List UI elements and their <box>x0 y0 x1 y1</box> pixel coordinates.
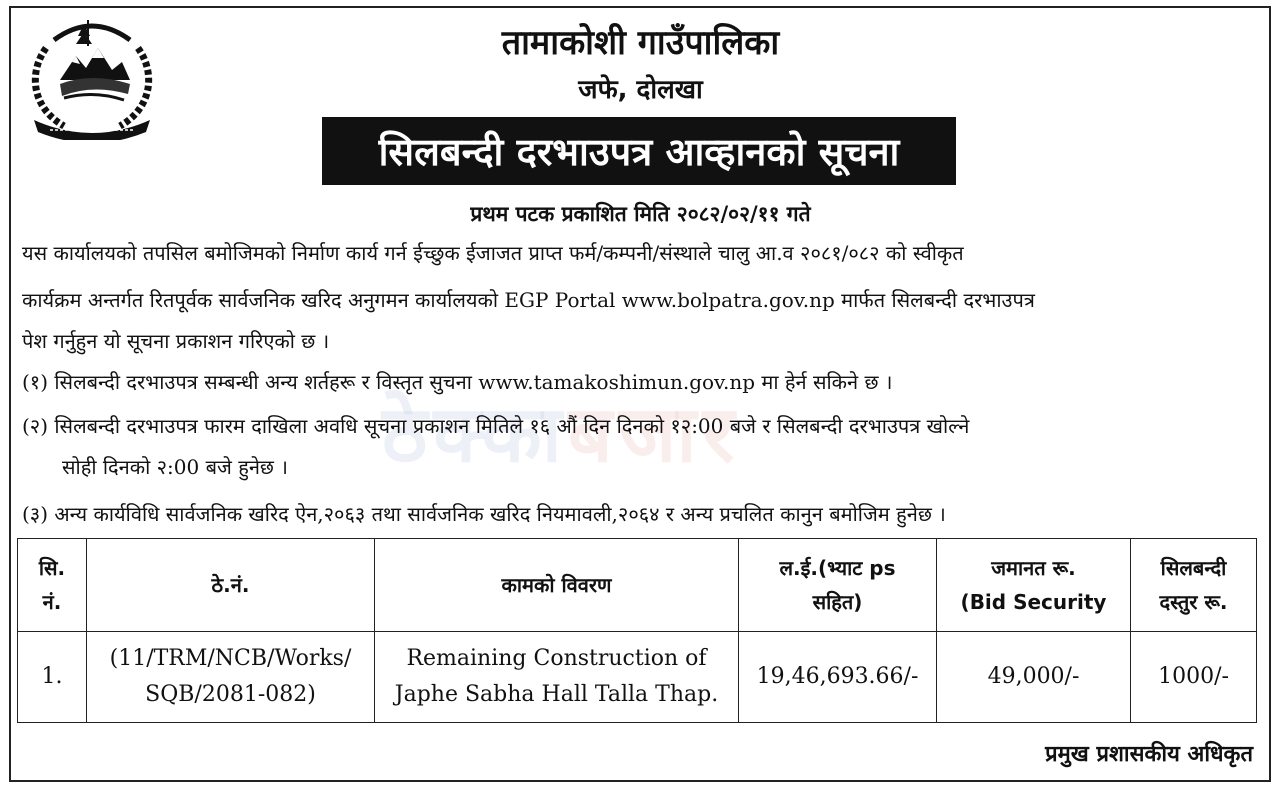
cell-serial-no: 1. <box>18 632 87 723</box>
point-2-line-2: सोही दिनको २:00 बजे हुनेछ । <box>62 455 288 479</box>
cell-tender-fee: 1000/- <box>1131 632 1257 723</box>
table-header-row <box>18 539 1257 632</box>
cell-contract-no: (11/TRM/NCB/Works/ SQB/2081-082) <box>87 632 375 723</box>
header-serial-no: सि. नं. <box>18 539 87 632</box>
cell-bid-security: 49,000/- <box>937 632 1131 723</box>
signature-title: प्रमुख प्रशासकीय अधिकृत <box>1045 742 1253 767</box>
point-1: (१) सिलबन्दी दरभाउपत्र सम्बन्धी अन्य शर्तहरू र विस्तृत सुचना www.tamakoshimun.gov.np मा हेर्न सकिने छ । <box>22 370 893 394</box>
notice-title: सिलबन्दी दरभाउपत्र आव्हानको सूचना <box>378 130 900 174</box>
header-contract-no: ठे.नं. <box>87 539 375 632</box>
publish-date: प्रथम पटक प्रकाशित मिति २०८२/०२/११ गते <box>470 202 811 226</box>
intro-line-3: पेश गर्नुहुन यो सूचना प्रकाशन गरिएको छ । <box>22 329 330 353</box>
tender-table <box>17 538 1257 723</box>
point-3: (३) अन्य कार्यविधि सार्वजनिक खरिद ऐन,२०६३ तथा सार्वजनिक खरिद नियमावली,२०६४ र अन्य प्रचलित कानुन बमोजिम हुनेछ । <box>22 502 946 526</box>
header-work-description: कामको विवरण <box>375 539 739 632</box>
table-row <box>18 632 1257 723</box>
cell-work-description: Remaining Construction of Japhe Sabha Hall Talla Thap. <box>375 632 739 723</box>
header-cost-estimate: ल.ई.(भ्याट ps सहित) <box>739 539 937 632</box>
header-bid-security: जमानत रू. (Bid Security <box>937 539 1131 632</box>
intro-line-2: कार्यक्रम अन्तर्गत रितपूर्वक सार्वजनिक खरिद अनुगमन कार्यालयको EGP Portal www.bolpatra.gov.np मार्फत सिलबन्दी दरभाउपत्र <box>22 288 1035 312</box>
cell-cost-estimate: 19,46,693.66/- <box>739 632 937 723</box>
header-tender-fee: सिलबन्दी दस्तुर रू. <box>1131 539 1257 632</box>
point-2-line-1: (२) सिलबन्दी दरभाउपत्र फारम दाखिला अवधि सूचना प्रकाशन मितिले १६ औं दिन दिनको १२:00 बजे र सिलबन्दी दरभाउपत्र खोल्ने <box>22 414 970 438</box>
watermark-part-a: ठेक्का <box>382 390 568 480</box>
watermark-part-b: बजार <box>567 390 741 480</box>
municipality-name: तामाकोशी गाउँपालिका <box>501 23 780 63</box>
notice-title-banner <box>322 117 956 185</box>
intro-line-1: यस कार्यालयको तपसिल बमोजिमको निर्माण कार्य गर्न ईच्छुक ईजाजत प्राप्त फर्म/कम्पनी/संस्थाले चालु आ.व २०८१/०८२ को स्वीकृत <box>22 241 964 265</box>
municipality-address: जफे, दोलखा <box>578 75 703 105</box>
